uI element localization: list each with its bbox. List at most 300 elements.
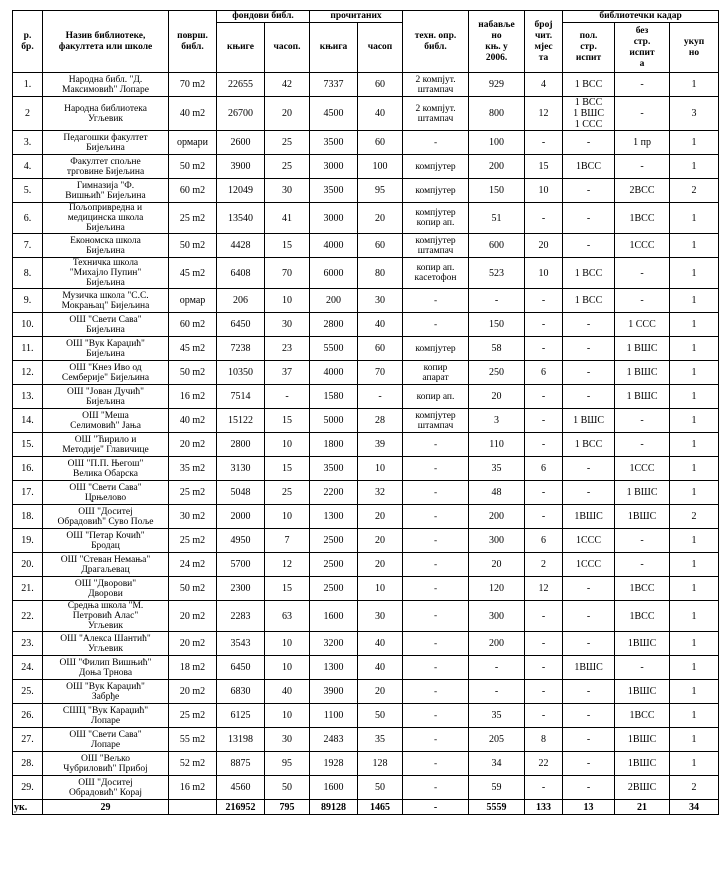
reading-seats: 8 [525,728,563,752]
header-fund-group: фондови библ. [217,11,310,23]
row-number: 23. [13,632,43,656]
staff-total: 1 [670,553,719,577]
fund-books: 7238 [217,337,265,361]
fund-books: 26700 [217,97,265,131]
fund-periodicals: 15 [265,577,310,601]
staff-total: 1 [670,203,719,234]
staff-without-exam: 1ССС [615,234,670,258]
fund-periodicals: 15 [265,234,310,258]
table-row [13,601,719,632]
row-number: 24. [13,656,43,680]
staff-without-exam: - [615,97,670,131]
fund-books: 5700 [217,553,265,577]
staff-total: 1 [670,234,719,258]
tech-equipment: - [403,656,469,680]
tech-equipment: - [403,601,469,632]
library-name: ОШ "Јован Дучић" Бијељина [43,385,169,409]
library-name: ОШ "Петар Кочић" Бродац [43,529,169,553]
header-row-number: р. бр. [13,11,43,73]
reading-seats: - [525,409,563,433]
staff-without-exam: - [615,155,670,179]
staff-with-exam: 1ССС [563,553,615,577]
table-row [13,179,719,203]
table-row [13,73,719,97]
tech-equipment: - [403,433,469,457]
table-row [13,131,719,155]
acquired-books: 58 [469,337,525,361]
row-number: 19. [13,529,43,553]
library-area: 60 m2 [169,179,217,203]
library-name: ОШ "Доситеј Обрадовић" Суво Поље [43,505,169,529]
fund-periodicals: 10 [265,289,310,313]
library-area: 24 m2 [169,553,217,577]
library-name: Средња школа "М. Петровић Алас" Угљевик [43,601,169,632]
staff-total: 1 [670,385,719,409]
totals-staff-noexam: 21 [615,800,670,815]
fund-books: 4428 [217,234,265,258]
staff-without-exam: - [615,289,670,313]
read-periodicals: 50 [358,704,403,728]
library-name: ОШ "П.П. Његош" Велика Обарска [43,457,169,481]
read-books: 1800 [310,433,358,457]
header-periodicals: часоп. [265,23,310,73]
staff-total: 1 [670,752,719,776]
row-number: 11. [13,337,43,361]
staff-with-exam: 1 ВСС [563,73,615,97]
fund-books: 3543 [217,632,265,656]
fund-books: 6408 [217,258,265,289]
library-name: ОШ "Доситеј Обрадовић" Корај [43,776,169,800]
library-name: ОШ "Свети Сава" Црњелово [43,481,169,505]
read-periodicals: 35 [358,728,403,752]
staff-with-exam: - [563,179,615,203]
header-seats: број чит. мјес та [525,11,563,73]
staff-total: 1 [670,73,719,97]
table-row [13,385,719,409]
header-area: површ. библ. [169,11,217,73]
read-periodicals: 40 [358,97,403,131]
staff-total: 1 [670,155,719,179]
tech-equipment: компјутер копир ап. [403,203,469,234]
row-number: 27. [13,728,43,752]
staff-with-exam: - [563,234,615,258]
reading-seats: - [525,601,563,632]
row-number: 16. [13,457,43,481]
table-row [13,776,719,800]
fund-periodicals: 42 [265,73,310,97]
fund-books: 10350 [217,361,265,385]
fund-periodicals: 50 [265,776,310,800]
totals-staff-exam: 13 [563,800,615,815]
library-area: 50 m2 [169,234,217,258]
staff-total: 1 [670,704,719,728]
fund-books: 2600 [217,131,265,155]
acquired-books: 300 [469,601,525,632]
acquired-books: 600 [469,234,525,258]
staff-with-exam: - [563,601,615,632]
library-name: ОШ "Стеван Немања" Драгаљевац [43,553,169,577]
header-read-books: књига [310,23,358,73]
acquired-books: 200 [469,505,525,529]
library-area: ормари [169,131,217,155]
staff-with-exam: - [563,481,615,505]
library-area: 20 m2 [169,632,217,656]
read-books: 4500 [310,97,358,131]
totals-area [169,800,217,815]
library-name: ОШ "Вељко Чубриловић" Прибој [43,752,169,776]
fund-books: 206 [217,289,265,313]
reading-seats: 12 [525,577,563,601]
library-area: 25 m2 [169,529,217,553]
tech-equipment: - [403,457,469,481]
read-books: 1300 [310,505,358,529]
tech-equipment: - [403,728,469,752]
reading-seats: 4 [525,73,563,97]
reading-seats: - [525,337,563,361]
read-periodicals: 60 [358,337,403,361]
library-area: 60 m2 [169,313,217,337]
reading-seats: - [525,433,563,457]
read-books: 3500 [310,457,358,481]
staff-without-exam: 2ВШС [615,776,670,800]
read-books: 7337 [310,73,358,97]
header-tech: техн. опр. библ. [403,11,469,73]
library-name: Факултет спољне трговине Бијељина [43,155,169,179]
staff-with-exam: 1 ВСС [563,258,615,289]
row-number: 21. [13,577,43,601]
fund-periodicals: 63 [265,601,310,632]
staff-with-exam: - [563,457,615,481]
acquired-books: 34 [469,752,525,776]
tech-equipment: - [403,553,469,577]
read-books: 2500 [310,529,358,553]
table-row [13,234,719,258]
row-number: 2 [13,97,43,131]
tech-equipment: - [403,529,469,553]
staff-without-exam: 1ВШС [615,632,670,656]
fund-books: 2300 [217,577,265,601]
acquired-books: 48 [469,481,525,505]
table-row [13,577,719,601]
read-periodicals: 39 [358,433,403,457]
fund-periodicals: 15 [265,409,310,433]
fund-books: 2800 [217,433,265,457]
staff-without-exam: 1ВСС [615,203,670,234]
library-area: 50 m2 [169,361,217,385]
fund-books: 3130 [217,457,265,481]
staff-without-exam: - [615,433,670,457]
row-number: 13. [13,385,43,409]
read-books: 3200 [310,632,358,656]
tech-equipment: компјутер штампач [403,409,469,433]
read-books: 2483 [310,728,358,752]
read-books: 3500 [310,131,358,155]
staff-without-exam: - [615,73,670,97]
fund-periodicals: 41 [265,203,310,234]
staff-total: 2 [670,776,719,800]
acquired-books: 3 [469,409,525,433]
libraries-table [12,10,719,815]
header-staff-noexam: без стр. испит а [615,23,670,73]
staff-without-exam: - [615,553,670,577]
staff-total: 1 [670,131,719,155]
library-name: Педагошки факултет Бијељина [43,131,169,155]
staff-with-exam: - [563,313,615,337]
staff-total: 1 [670,577,719,601]
totals-label: ук. [13,800,43,815]
library-name: Пољопривредна и медицинска школа Бијељина [43,203,169,234]
staff-without-exam: 1 ВШС [615,481,670,505]
library-name: Гимназија "Ф. Вишњић" Бијељина [43,179,169,203]
library-name: Економска школа Бијељина [43,234,169,258]
staff-without-exam: 1ВШС [615,680,670,704]
staff-without-exam: 1 пр [615,131,670,155]
fund-periodicals: 10 [265,656,310,680]
table-footer [13,800,719,815]
read-periodicals: 60 [358,131,403,155]
staff-total: 1 [670,409,719,433]
table-row [13,632,719,656]
staff-total: 1 [670,680,719,704]
library-area: 16 m2 [169,776,217,800]
row-number: 4. [13,155,43,179]
library-area: ормар [169,289,217,313]
staff-without-exam: 1ВШС [615,505,670,529]
totals-count: 29 [43,800,169,815]
read-books: 2500 [310,577,358,601]
read-periodicals: 100 [358,155,403,179]
table-row [13,728,719,752]
staff-total: 2 [670,179,719,203]
tech-equipment: компјутер [403,179,469,203]
read-periodicals: 128 [358,752,403,776]
fund-books: 7514 [217,385,265,409]
staff-without-exam: 1ВСС [615,601,670,632]
tech-equipment: - [403,776,469,800]
tech-equipment: 2 компјут. штампач [403,73,469,97]
staff-without-exam: 1ВШС [615,752,670,776]
reading-seats: - [525,203,563,234]
row-number: 8. [13,258,43,289]
library-area: 25 m2 [169,704,217,728]
acquired-books: 150 [469,313,525,337]
library-name: ОШ "Свети Сава" Бијељина [43,313,169,337]
library-name: ОШ "Филип Вишњић" Доња Трнова [43,656,169,680]
read-books: 4000 [310,361,358,385]
staff-total: 1 [670,337,719,361]
totals-seats: 133 [525,800,563,815]
tech-equipment: копир апарат [403,361,469,385]
fund-books: 6125 [217,704,265,728]
tech-equipment: компјутер [403,337,469,361]
staff-total: 1 [670,361,719,385]
library-area: 52 m2 [169,752,217,776]
row-number: 17. [13,481,43,505]
tech-equipment: - [403,704,469,728]
acquired-books: 35 [469,704,525,728]
library-name: ОШ "Кнез Иво од Семберије" Бијељина [43,361,169,385]
library-name: ОШ "Дворови" Дворови [43,577,169,601]
fund-periodicals: 10 [265,433,310,457]
fund-periodicals: 7 [265,529,310,553]
staff-with-exam: - [563,728,615,752]
staff-with-exam: 1 ВСС [563,289,615,313]
acquired-books: 250 [469,361,525,385]
fund-periodicals: 23 [265,337,310,361]
read-books: 5000 [310,409,358,433]
library-name: ОШ "Ћирило и Методије" Главичице [43,433,169,457]
staff-total: 2 [670,505,719,529]
read-periodicals: - [358,385,403,409]
library-area: 25 m2 [169,203,217,234]
read-periodicals: 20 [358,505,403,529]
staff-with-exam: - [563,632,615,656]
library-area: 25 m2 [169,481,217,505]
tech-equipment: - [403,752,469,776]
totals-staff-total: 34 [670,800,719,815]
library-area: 40 m2 [169,409,217,433]
read-periodicals: 20 [358,529,403,553]
fund-periodicals: 25 [265,481,310,505]
read-periodicals: 40 [358,313,403,337]
acquired-books: - [469,656,525,680]
reading-seats: - [525,632,563,656]
fund-periodicals: 70 [265,258,310,289]
table-header [13,11,719,73]
tech-equipment: - [403,481,469,505]
reading-seats: - [525,656,563,680]
acquired-books: 20 [469,553,525,577]
staff-with-exam: - [563,680,615,704]
acquired-books: 800 [469,97,525,131]
staff-without-exam: 1 ВШС [615,337,670,361]
read-books: 2500 [310,553,358,577]
library-name: Народна библ. "Д. Максимовић" Лопаре [43,73,169,97]
fund-periodicals: 25 [265,155,310,179]
totals-periodicals: 795 [265,800,310,815]
acquired-books: 59 [469,776,525,800]
staff-with-exam: 1ВСС [563,155,615,179]
read-periodicals: 10 [358,457,403,481]
fund-books: 12049 [217,179,265,203]
read-periodicals: 80 [358,258,403,289]
read-periodicals: 30 [358,601,403,632]
staff-total: 1 [670,481,719,505]
read-books: 1600 [310,601,358,632]
read-periodicals: 32 [358,481,403,505]
totals-row [13,800,719,815]
reading-seats: - [525,313,563,337]
read-books: 4000 [310,234,358,258]
table-row [13,155,719,179]
read-books: 1580 [310,385,358,409]
staff-with-exam: 1 ВСС [563,433,615,457]
staff-without-exam: 1 ССС [615,313,670,337]
header-read-periodicals: часоп [358,23,403,73]
header-staff-group: библиотечки кадар [563,11,719,23]
library-name: ОШ "Меша Селимовић" Јања [43,409,169,433]
fund-periodicals: 10 [265,704,310,728]
read-books: 2200 [310,481,358,505]
fund-periodicals: 37 [265,361,310,385]
staff-without-exam: 1ССС [615,457,670,481]
acquired-books: 929 [469,73,525,97]
staff-with-exam: - [563,385,615,409]
tech-equipment: - [403,632,469,656]
reading-seats: 10 [525,179,563,203]
fund-books: 6450 [217,313,265,337]
library-name: ОШ "Свети Сава" Лопаре [43,728,169,752]
staff-with-exam: - [563,752,615,776]
library-area: 50 m2 [169,577,217,601]
library-area: 20 m2 [169,433,217,457]
library-area: 35 m2 [169,457,217,481]
reading-seats: - [525,289,563,313]
staff-total: 1 [670,656,719,680]
row-number: 22. [13,601,43,632]
row-number: 25. [13,680,43,704]
fund-books: 6830 [217,680,265,704]
library-area: 40 m2 [169,97,217,131]
read-periodicals: 30 [358,289,403,313]
fund-periodicals: 30 [265,179,310,203]
fund-books: 6450 [217,656,265,680]
staff-total: 1 [670,601,719,632]
reading-seats: 6 [525,361,563,385]
library-area: 16 m2 [169,385,217,409]
library-area: 50 m2 [169,155,217,179]
reading-seats: 12 [525,97,563,131]
row-number: 1. [13,73,43,97]
acquired-books: 523 [469,258,525,289]
row-number: 12. [13,361,43,385]
table-row [13,289,719,313]
library-area: 20 m2 [169,680,217,704]
fund-periodicals: 15 [265,457,310,481]
row-number: 18. [13,505,43,529]
acquired-books: 120 [469,577,525,601]
fund-books: 2000 [217,505,265,529]
tech-equipment: копир ап. [403,385,469,409]
table-body [13,73,719,800]
staff-with-exam: - [563,131,615,155]
header-acquired: набавље но књ. у 2006. [469,11,525,73]
staff-with-exam: - [563,203,615,234]
table-row [13,361,719,385]
tech-equipment: - [403,131,469,155]
tech-equipment: компјутер штампач [403,234,469,258]
fund-periodicals: 95 [265,752,310,776]
tech-equipment: - [403,680,469,704]
staff-with-exam: 1 ВСС 1 ВШС 1 ССС [563,97,615,131]
library-name: ОШ "Вук Караџић" Бијељина [43,337,169,361]
row-number: 14. [13,409,43,433]
table-row [13,704,719,728]
read-periodicals: 40 [358,632,403,656]
acquired-books: - [469,680,525,704]
fund-books: 3900 [217,155,265,179]
read-books: 3500 [310,179,358,203]
fund-periodicals: 12 [265,553,310,577]
read-periodicals: 95 [358,179,403,203]
header-staff-exam: пол. стр. испит [563,23,615,73]
staff-total: 3 [670,97,719,131]
acquired-books: 110 [469,433,525,457]
read-periodicals: 60 [358,73,403,97]
staff-with-exam: - [563,337,615,361]
table-row [13,505,719,529]
acquired-books: 300 [469,529,525,553]
